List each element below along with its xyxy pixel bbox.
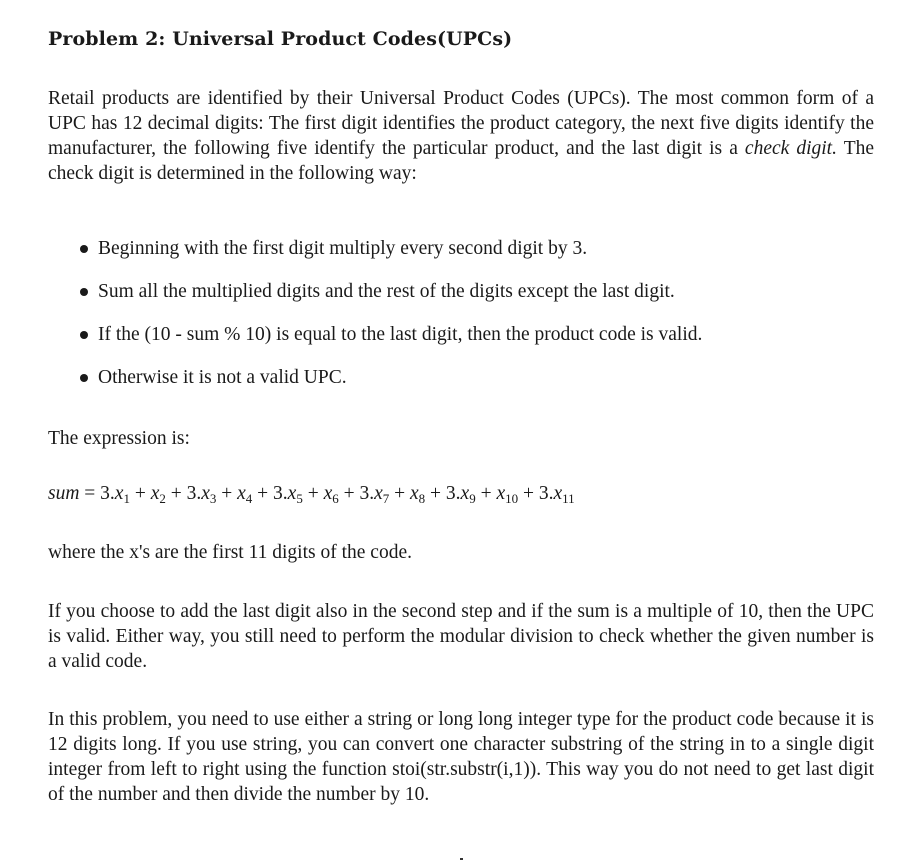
where-note: where the x's are the first 11 digits of the code.	[48, 542, 412, 563]
formula-term: $x_2$	[150, 483, 166, 506]
list-item: If the (10 - sum % 10) is equal to the last digit, then the product code is valid.	[80, 322, 874, 347]
check-digit-steps-list	[48, 236, 874, 390]
expression-label: The expression is:	[48, 428, 190, 449]
formula-term: $3.x_7$	[359, 483, 390, 506]
formula-term: $x_8$	[410, 483, 426, 506]
formula-term: $x_6$	[323, 483, 339, 506]
bullet-icon	[80, 374, 88, 382]
intro-text-start: Retail products are identified by their Universal Product Codes (UPCs). The most common form of a UPC has 12 decimal digits: The first digit identifies the product category, the next five digits identify the manufacturer, the following five identify the particular product, and the last digit is a	[48, 88, 874, 159]
document-page	[48, 28, 874, 807]
formula-term: $3.x_1$	[100, 483, 130, 506]
formula-term: $x_{10}$	[496, 483, 519, 506]
intro-text-end: The check digit is determined in the following way:	[48, 138, 875, 184]
formula-term: $3.x_3$	[186, 483, 217, 506]
bullet-icon	[80, 331, 88, 339]
page-number-mark	[460, 858, 463, 860]
problem-title: Problem 2: Universal Product Codes(UPCs)	[48, 28, 513, 50]
formula-lhs: sum	[48, 483, 80, 504]
sum-formula: sum = $3.x_1 + x_2 + 3.x_3 + x_4 + 3.x_5 + x_6 + 3.x_7 + x_8 + 3.x_9 + x_{10} + 3.x_{11}$	[48, 483, 575, 506]
list-item: Otherwise it is not a valid UPC.	[80, 365, 874, 390]
list-item: Beginning with the first digit multiply every second digit by 3.	[80, 236, 874, 261]
formula-term: $x_4$	[237, 483, 253, 506]
implementation-hint-paragraph: In this problem, you need to use either a string or long long integer type for the product code because it is 12 digits long. If you use string, you can convert one character substring of the string in to a single digit integer from left to right using the function stoi(str.substr(i,1)). This way you do not need to get last digit of the number and then divide the number by 10.	[48, 709, 874, 805]
check-digit-emphasis: check digit.	[744, 138, 837, 159]
list-item: Sum all the multiplied digits and the rest of the digits except the last digit.	[80, 279, 874, 304]
bullet-icon	[80, 288, 88, 296]
alternative-method-paragraph: If you choose to add the last digit also in the second step and if the sum is a multiple of 10, then the UPC is valid. Either way, you still need to perform the modular division to check whether the given number is a valid code.	[48, 601, 874, 672]
bullet-icon	[80, 245, 88, 253]
intro-paragraph	[48, 86, 874, 186]
formula-term: $3.x_9$	[445, 483, 476, 506]
formula-term: $3.x_5$	[273, 483, 303, 506]
formula-term: $3.x_{11}$	[538, 483, 575, 506]
